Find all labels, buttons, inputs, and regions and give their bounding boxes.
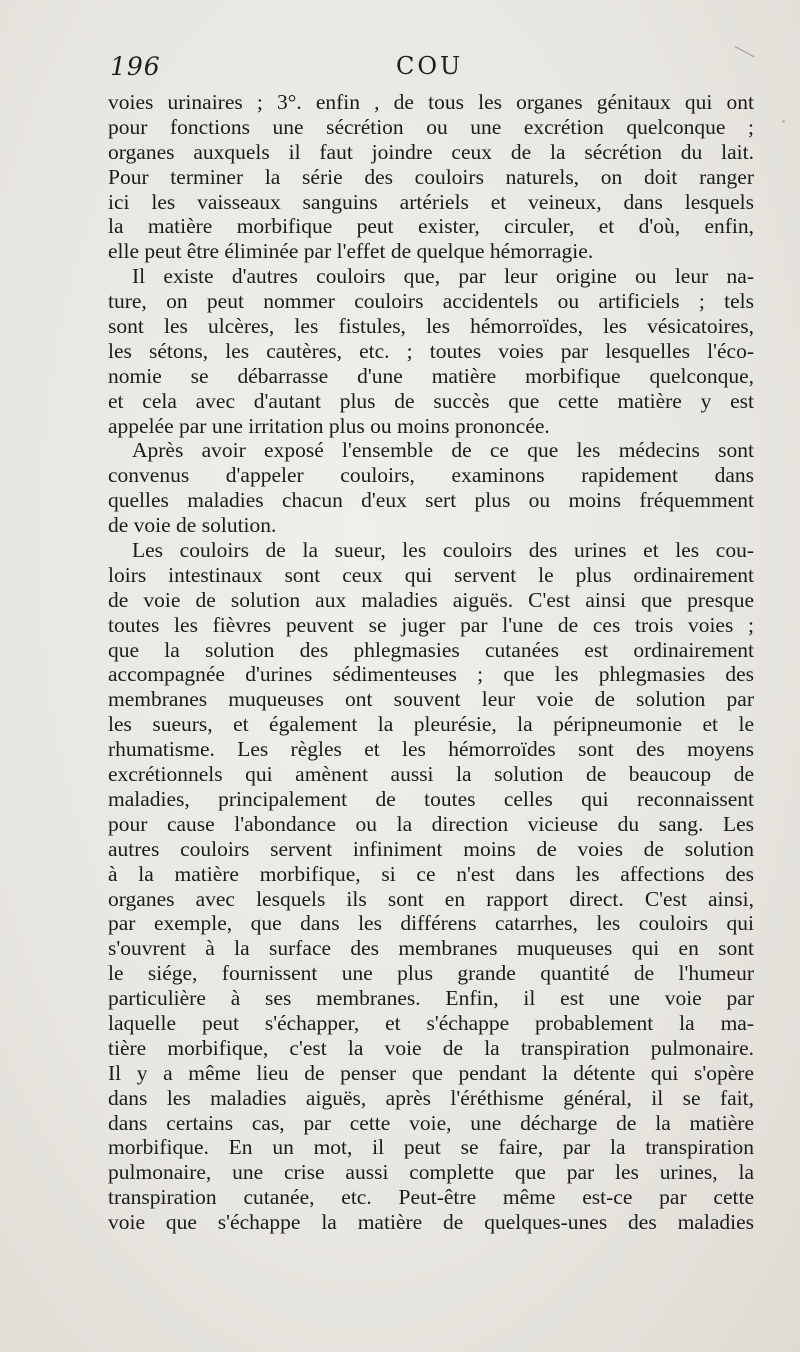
text-line: pulmonaire, une crise aussi complette que par les urines, la — [108, 1160, 754, 1185]
text-line: de voie de solution aux maladies aiguës. C'est ainsi que presque — [108, 587, 754, 612]
text-line: et cela avec d'autant plus de succès que cette matière y est — [108, 388, 754, 413]
text-line: particulière à ses membranes. Enfin, il est une voie par — [108, 986, 754, 1011]
text-line: la matière morbifique peut exister, circuler, et d'où, enfin, — [108, 214, 754, 239]
text-line: convenus d'appeler couloirs, examinons rapidement dans — [108, 463, 754, 488]
text-line: ici les vaisseaux sanguins artériels et veineux, dans lesquels — [108, 189, 754, 214]
text-line: quelles maladies chacun d'eux sert plus ou moins fréquemment — [108, 488, 754, 513]
text-line: de voie de solution. — [108, 513, 277, 538]
body-text — [108, 90, 754, 1235]
text-line: dans certains cas, par cette voie, une décharge de la matière — [108, 1110, 754, 1135]
text-line: par exemple, que dans les différens catarrhes, les couloirs qui — [108, 911, 754, 936]
running-title: COU — [396, 52, 464, 80]
text-line: Les couloirs de la sueur, les couloirs des urines et les cou- — [132, 538, 754, 563]
text-line: nomie se débarrasse d'une matière morbifique quelconque, — [108, 363, 754, 388]
text-line: à la matière morbifique, si ce n'est dans les affections des — [108, 861, 754, 886]
text-line: maladies, principalement de toutes celles qui reconnaissent — [108, 786, 754, 811]
text-line: membranes muqueuses ont souvent leur voie de solution par — [108, 687, 754, 712]
text-line: laquelle peut s'échapper, et s'échappe probablement la ma- — [108, 1010, 754, 1035]
text-line: excrétionnels qui amènent aussi la solution de beaucoup de — [108, 762, 754, 787]
text-line: toutes les fièvres peuvent se juger par l'une de ces trois voies ; — [108, 612, 754, 637]
text-line: ture, on peut nommer couloirs accidentels ou artificiels ; tels — [108, 289, 754, 314]
text-line: accompagnée d'urines sédimenteuses ; que les phlegmasies des — [108, 662, 754, 687]
paper-speck — [782, 120, 785, 123]
text-line: autres couloirs servent infiniment moins de voies de solution — [108, 836, 754, 861]
text-line: les sueurs, et également la pleurésie, la péripneumonie et le — [108, 712, 754, 737]
text-line: rhumatisme. Les règles et les hémorroïdes sont des moyens — [108, 737, 754, 762]
text-line: s'ouvrent à la surface des membranes muqueuses qui en sont — [108, 936, 754, 961]
text-line: transpiration cutanée, etc. Peut-être même est-ce par cette — [108, 1185, 754, 1210]
text-line: sont les ulcères, les fistules, les hémorroïdes, les vésicatoires, — [108, 314, 754, 339]
text-line: les sétons, les cautères, etc. ; toutes voies par lesquelles l'éco- — [108, 338, 754, 363]
running-head — [108, 52, 754, 88]
text-line: que la solution des phlegmasies cutanées est ordinairement — [108, 637, 754, 662]
text-line: elle peut être éliminée par l'effet de quelque hémorragie. — [108, 239, 594, 264]
text-line: organes avec lesquels ils sont en rapport direct. C'est ainsi, — [108, 886, 754, 911]
text-line: morbifique. En un mot, il peut se faire, par la transpiration — [108, 1135, 754, 1160]
text-line: pour cause l'abondance ou la direction vicieuse du sang. Les — [108, 811, 754, 836]
text-line: voie que s'échappe la matière de quelques-unes des maladies — [108, 1210, 754, 1235]
text-line: loirs intestinaux sont ceux qui servent le plus ordinairement — [108, 562, 754, 587]
text-line: organes auxquels il faut joindre ceux de la sécrétion du lait. — [108, 139, 754, 164]
text-line: Il y a même lieu de penser que pendant la détente qui s'opère — [108, 1060, 754, 1085]
page-number: 196 — [110, 52, 161, 81]
text-line: tière morbifique, c'est la voie de la transpiration pulmonaire. — [108, 1035, 754, 1060]
text-line: appelée par une irritation plus ou moins prononcée. — [108, 413, 550, 438]
text-line: voies urinaires ; 3°. enfin , de tous les organes génitaux qui ont — [108, 90, 754, 114]
text-line: Il existe d'autres couloirs que, par leur origine ou leur na- — [132, 264, 754, 289]
text-line: Après avoir exposé l'ensemble de ce que les médecins sont — [132, 438, 754, 463]
text-line: le siége, fournissent une plus grande quantité de l'humeur — [108, 961, 754, 986]
text-line: pour fonctions une sécrétion ou une excrétion quelconque ; — [108, 114, 754, 139]
text-line: dans les maladies aiguës, après l'éréthisme général, il se fait, — [108, 1085, 754, 1110]
text-line: Pour terminer la série des couloirs naturels, on doit ranger — [108, 164, 754, 189]
